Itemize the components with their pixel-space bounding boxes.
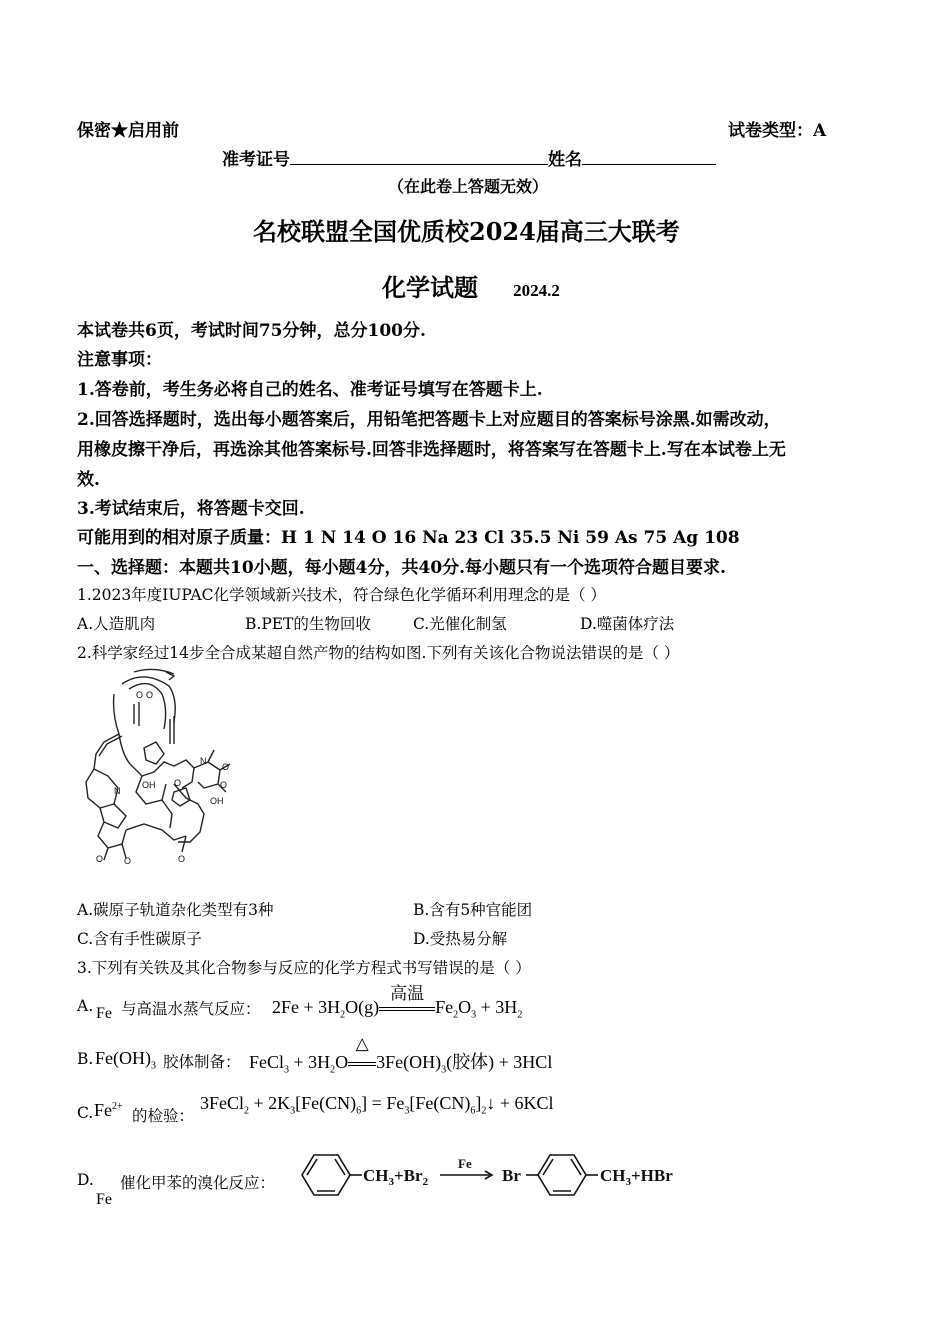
section-1-heading: 一、选择题：本题共10小题，每小题4分，共40分.每小题只有一个选项符合题目要求. [77, 558, 726, 578]
q3-option-c-equation: 3FeCl$_2$ + $2K_3[Fe(CN)_6]$ = $Fe_3[Fe(CN)_6]_2↓ + 6KCl$ [200, 1093, 554, 1117]
fig-label-o8: O [178, 854, 186, 864]
q1-option-d: D.噬菌体疗法 [580, 615, 675, 633]
note-3: 3.考试结束后，将答题卡交回. [77, 499, 305, 519]
q3-option-d-fe: Fe [96, 1191, 112, 1208]
q3-option-a-prefix: A. [77, 997, 94, 1015]
q3-b-condition-label: △ [355, 1034, 369, 1053]
exam-id-blank [290, 150, 548, 165]
exam-id-row [222, 145, 716, 170]
q3-option-d-reaction [290, 1143, 690, 1205]
d-reactants: $CH_3+Br_2$ [363, 1166, 429, 1188]
q3-option-b-text: 胶体制备： [163, 1053, 241, 1071]
d-product-br: Br [502, 1166, 521, 1185]
q1-option-a: A.人造肌肉 [77, 615, 156, 633]
benzene-ring-2 [538, 1155, 586, 1195]
fig-label-n2: N [200, 756, 207, 766]
q2-option-a: A.碳原子轨道杂化类型有3种 [77, 901, 274, 919]
summary-text: 本试卷共6页，考试时间75分钟，总分100分. [77, 321, 426, 341]
q3-option-c-text: 的检验： [132, 1107, 195, 1125]
notes-heading: 注意事项： [77, 350, 162, 370]
fig-label-o2: O [146, 690, 154, 700]
q3-option-c-prefix: C. [77, 1104, 94, 1122]
q2-option-c: C.含有手性碳原子 [77, 930, 202, 948]
q1-option-c: C.光催化制氢 [413, 615, 507, 633]
exam-title: 名校联盟全国优质校2024届高三大联考 [253, 217, 680, 246]
fig-label-o3: O [174, 778, 182, 788]
name-label: 姓名 [548, 150, 582, 170]
q3-option-c-ion: $Fe^{2+}$ [94, 1100, 123, 1120]
fig-label-o5: O [222, 762, 230, 772]
q3-option-d-prefix: D. [77, 1171, 94, 1189]
q3-option-b-equation: FeCl$_3$ + $3H_2O$ △ $3Fe(OH)_3$(胶体) + 3HCl [249, 1034, 553, 1076]
fig-label-oh1: OH [142, 780, 156, 790]
note-2-line-2: 用橡皮擦干净后，再选涂其他答案标号.回答非选择题时，将答案写在答题卡上.写在本试卷上无 [77, 440, 786, 460]
d-products: $CH_3+HBr$ [600, 1166, 673, 1188]
q1-stem: 1.2023年度IUPAC化学领域新兴技术，符合绿色化学循环利用理念的是（ ） [77, 586, 606, 604]
q3-a-condition [379, 984, 435, 1018]
molecule-structure-figure [74, 664, 244, 874]
q2-option-d: D.受热易分解 [413, 930, 508, 948]
paper-type: 试卷类型：A [728, 121, 827, 141]
q2-stem: 2.科学家经过14步全合成某超自然产物的结构如图.下列有关该化合物说法错误的是（ ） [77, 644, 680, 662]
fig-label-o4: O [220, 780, 228, 790]
atomic-masses: 可能用到的相对原子质量：H 1 N 14 O 16 Na 23 Cl 35.5 Ni 59 As 75 Ag 108 [77, 528, 740, 548]
invalid-note: （在此卷上答题无效） [388, 177, 549, 196]
q3-option-b-formula: $Fe(OH)_3$ [95, 1048, 156, 1072]
subject-row [382, 268, 560, 303]
q3-option-a-fe: Fe [96, 1005, 112, 1022]
fig-label-o1: O [136, 690, 144, 700]
exam-date: 2024.2 [513, 281, 560, 300]
benzene-ring-1 [302, 1155, 350, 1195]
secret-label: 保密★启用前 [77, 121, 179, 141]
d-arrow-label: Fe [458, 1156, 472, 1171]
q1-option-b: B.PET的生物回收 [245, 615, 371, 633]
fig-label-oh2: OH [210, 796, 224, 806]
subject-title: 化学试题 [382, 273, 478, 302]
note-2-line-1: 2.回答选择题时，选出每小题答案后，用铅笔把答题卡上对应题目的答案标号涂黑.如需改动， [77, 410, 781, 430]
q3-option-d-text: 催化甲苯的溴化反应： [120, 1174, 276, 1192]
q2-option-b: B.含有5种官能团 [413, 901, 533, 919]
note-1: 1.答卷前，考生务必将自己的姓名、准考证号填写在答题卡上. [77, 380, 543, 400]
note-2-line-3: 效. [77, 470, 100, 490]
q3-a-condition-label: 高温 [390, 984, 425, 1003]
fig-label-o7: O [124, 856, 132, 866]
name-blank [582, 150, 716, 165]
q3-option-a-text: 与高温水蒸气反应： [121, 1000, 261, 1018]
q3-b-condition [348, 1034, 376, 1073]
fig-label-n1: N [114, 786, 121, 796]
q3-option-b-prefix: B. [77, 1050, 94, 1068]
exam-id-label: 准考证号 [222, 150, 290, 170]
fig-label-o6: O [96, 854, 104, 864]
q3-option-a-equation: $2Fe + 3H_2O(g)$ 高温 $Fe_2O_3 + 3H_2$ [272, 997, 522, 1021]
q3-stem: 3.下列有关铁及其化合物参与反应的化学方程式书写错误的是（ ） [77, 959, 531, 977]
